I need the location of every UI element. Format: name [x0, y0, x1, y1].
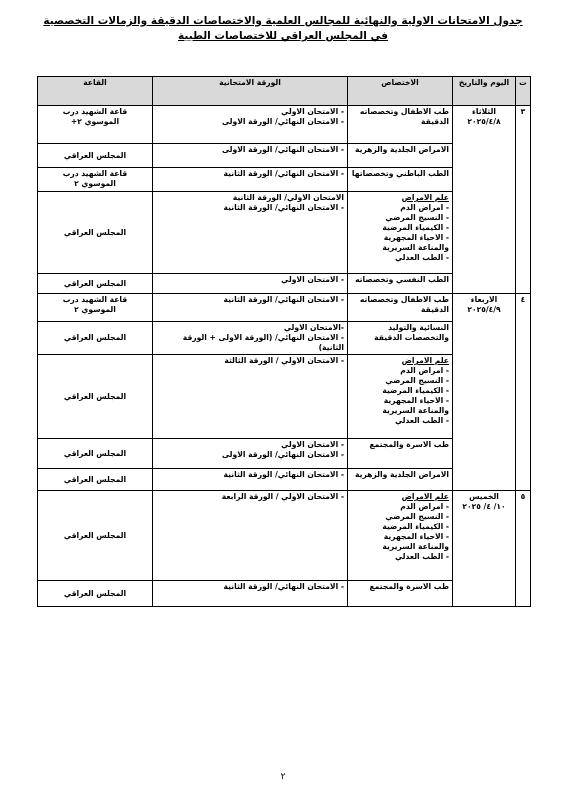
exam-date: ٢٠٢٥/٤/٨	[467, 117, 501, 126]
exam-paper-line: - الامتحان الاولي	[281, 440, 344, 449]
exam-paper-line: - الامتحان النهائي/ الورقة الاولى	[222, 145, 344, 154]
specialty-line: النسائية والتوليد والتخصصات الدقيقة	[374, 323, 449, 342]
header-num: ت	[516, 77, 531, 106]
specialty-line: طب الاسرة والمجتمع	[369, 440, 449, 449]
header-spec: الاختصاص	[348, 77, 453, 106]
hall-line: المجلس العراقي	[63, 227, 127, 237]
specialty-line: - النسيج المرضي	[385, 512, 449, 521]
specialty-line: - امراض الدم	[400, 203, 449, 212]
header-paper: الورقة الامتحانية	[153, 77, 348, 106]
specialty-line: والمناعة السريرية	[382, 542, 449, 551]
specialty-line: - الاحياء المجهرية	[383, 233, 449, 242]
specialty-line: والمناعة السريرية	[382, 243, 449, 252]
header-hall: القاعة	[38, 77, 153, 106]
hall-cell	[38, 581, 153, 607]
exam-paper-line: - الامتحان الاولي / الورقة الثالثة	[224, 356, 344, 365]
hall-line: قاعة الشهيد درب	[62, 107, 128, 116]
table-row	[38, 294, 531, 322]
table-body	[38, 106, 531, 607]
table-header-row	[38, 77, 531, 106]
exam-date: ١٠/ ٤/ ٢٠٢٥	[462, 502, 506, 511]
document-title	[0, 14, 566, 44]
exam-paper-line: - الامتحان النهائي/ (الورقة الاولى + الورقة الثانية)	[182, 333, 344, 352]
exam-paper-cell	[153, 192, 348, 274]
specialty-line: - امراض الدم	[400, 502, 449, 511]
hall-line: المجلس العراقي	[63, 391, 127, 401]
specialty-cell	[348, 322, 453, 355]
specialty-heading: علم الامراض	[401, 193, 449, 202]
specialty-cell	[348, 106, 453, 144]
hall-line: المجلس العراقي	[63, 588, 127, 598]
exam-paper-line: - الامتحان النهائي/ الورقة الثانية	[223, 470, 344, 479]
hall-line: المجلس العراقي	[63, 150, 127, 160]
hall-cell	[38, 274, 153, 294]
hall-cell	[38, 439, 153, 469]
day-name: الاربعاء	[470, 295, 498, 304]
specialty-line: - الاحياء المجهرية	[383, 396, 449, 405]
specialty-line: طب الاطفال وتخصصاته الدقيقة	[359, 107, 449, 126]
exam-paper-cell	[153, 274, 348, 294]
specialty-line: - الطب العدلي	[395, 416, 449, 425]
hall-cell	[38, 144, 153, 168]
specialty-line: - امراض الدم	[400, 366, 449, 375]
exam-date: ٢٠٢٥/٤/٩	[467, 305, 501, 314]
page-number: ٢	[280, 772, 286, 782]
hall-line: قاعة الشهيد درب	[62, 295, 128, 304]
specialty-heading: علم الامراض	[401, 356, 449, 365]
specialty-cell	[348, 439, 453, 469]
hall-cell	[38, 322, 153, 355]
hall-cell	[38, 106, 153, 144]
specialty-line: - الطب العدلي	[395, 253, 449, 262]
row-number: ٤	[516, 294, 531, 491]
exam-paper-cell	[153, 294, 348, 322]
exam-paper-line: - الامتحان النهائي/ الورقة الثانية	[223, 169, 344, 178]
exam-paper-line: - الامتحان النهائي/ الورقة الاولى	[222, 117, 344, 126]
exam-paper-cell	[153, 168, 348, 192]
specialty-line: - الكيمياء المرضية	[382, 386, 449, 395]
specialty-line: - الكيمياء المرضية	[382, 223, 449, 232]
hall-cell	[38, 491, 153, 581]
hall-line: المجلس العراقي	[63, 474, 127, 484]
exam-paper-line: - الامتحان الاولي / الورقة الرابعة	[221, 492, 344, 501]
day-date-cell	[453, 491, 516, 607]
exam-paper-cell	[153, 106, 348, 144]
exam-paper-cell	[153, 469, 348, 491]
table-row	[38, 491, 531, 581]
day-date-cell	[453, 294, 516, 491]
title-line-2: في المجلس العراقي للاختصاصات الطبية	[178, 30, 388, 42]
hall-cell	[38, 469, 153, 491]
hall-line: المجلس العراقي	[63, 530, 127, 540]
exam-paper-cell	[153, 491, 348, 581]
specialty-cell	[348, 274, 453, 294]
hall-cell	[38, 168, 153, 192]
day-date-cell	[453, 106, 516, 294]
specialty-line: - النسيج المرضي	[385, 213, 449, 222]
exam-paper-line: الامتحان الاولي/ الورقة الثانية	[232, 193, 344, 202]
specialty-line: طب الاسرة والمجتمع	[369, 582, 449, 591]
exam-paper-line: - الامتحان النهائي/ الورقة الاولى	[222, 450, 344, 459]
hall-line: الموسوي ٢	[74, 305, 116, 314]
specialty-line: طب الاطفال وتخصصاته الدقيقة	[359, 295, 449, 314]
exam-paper-line: -الامتحان الاولي	[283, 323, 344, 332]
hall-cell	[38, 355, 153, 439]
exam-paper-cell	[153, 581, 348, 607]
specialty-line: - الاحياء المجهرية	[383, 532, 449, 541]
specialty-line: الطب الباطني وتخصصاتها	[351, 169, 449, 178]
header-day: اليوم والتاريخ	[453, 77, 516, 106]
hall-line: المجلس العراقي	[63, 448, 127, 458]
specialty-line: الطب النفسي وتخصصاته	[355, 275, 449, 284]
specialty-line: الامراض الجلدية والزهرية	[354, 145, 449, 154]
exam-paper-cell	[153, 322, 348, 355]
exam-paper-line: - الامتحان النهائي/ الورقة الثانية	[223, 203, 344, 212]
title-line-1: جدول الامتحانات الاولية والنهائية للمجالس العلمية والاختصاصات الدقيقة والزمالات التخصصية	[43, 15, 523, 27]
specialty-cell	[348, 192, 453, 274]
specialty-line: - النسيج المرضي	[385, 376, 449, 385]
exam-schedule-table	[37, 76, 531, 607]
hall-line: الموسوي ٢+	[70, 117, 120, 126]
hall-line: المجلس العراقي	[63, 333, 127, 342]
row-number: ٣	[516, 106, 531, 294]
exam-paper-cell	[153, 144, 348, 168]
specialty-cell	[348, 469, 453, 491]
day-name: الثلاثاء	[472, 107, 496, 116]
specialty-cell	[348, 144, 453, 168]
hall-line: المجلس العراقي	[63, 278, 127, 288]
specialty-cell	[348, 491, 453, 581]
specialty-cell	[348, 168, 453, 192]
exam-paper-cell	[153, 439, 348, 469]
specialty-cell	[348, 294, 453, 322]
specialty-line: والمناعة السريرية	[382, 406, 449, 415]
specialty-heading: علم الامراض	[401, 492, 449, 501]
specialty-line: - الكيمياء المرضية	[382, 522, 449, 531]
exam-paper-cell	[153, 355, 348, 439]
hall-line: الموسوي ٢	[74, 179, 116, 188]
exam-paper-line: - الامتحان النهائي/ الورقة الثانية	[223, 295, 344, 304]
row-number: ٥	[516, 491, 531, 607]
table-row	[38, 106, 531, 144]
specialty-cell	[348, 355, 453, 439]
hall-cell	[38, 294, 153, 322]
exam-paper-line: - الامتحان الاولي	[281, 107, 344, 116]
specialty-line: الامراض الجلدية والزهرية	[354, 470, 449, 479]
specialty-cell	[348, 581, 453, 607]
specialty-line: - الطب العدلي	[395, 552, 449, 561]
hall-line: قاعة الشهيد درب	[62, 169, 128, 178]
exam-paper-line: - الامتحان الاولي	[281, 275, 344, 284]
hall-cell	[38, 192, 153, 274]
exam-paper-line: - الامتحان النهائي/ الورقة الثانية	[223, 582, 344, 591]
day-name: الخميس	[469, 492, 499, 501]
